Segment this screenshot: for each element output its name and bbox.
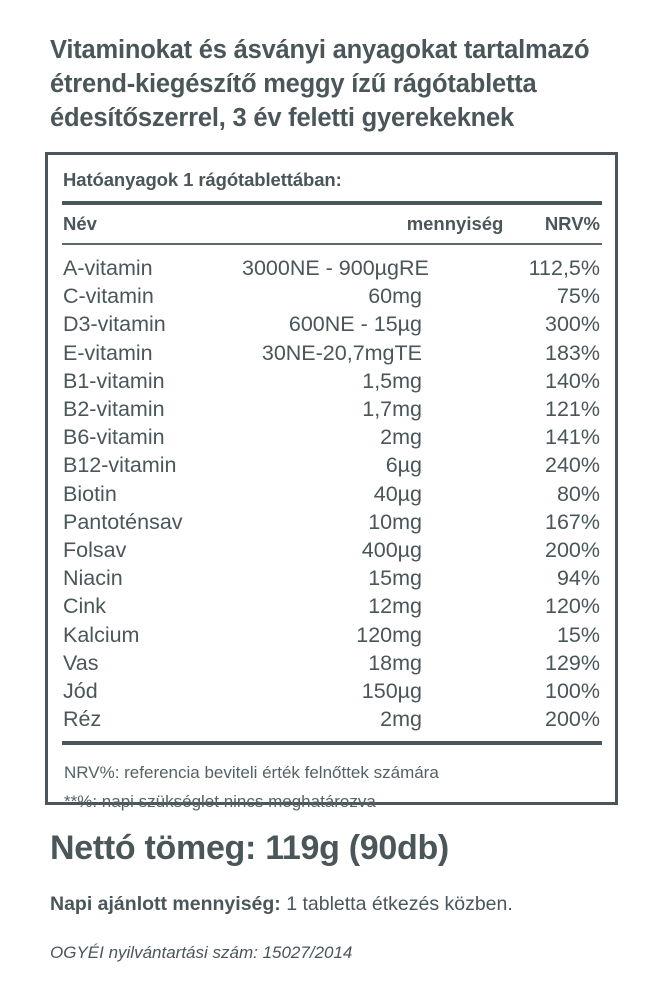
table-row	[62, 367, 602, 395]
column-header-nrv: NRV%	[544, 213, 600, 234]
table-row	[62, 649, 602, 677]
nutrient-name: Cink	[63, 594, 107, 619]
table-row	[62, 705, 602, 733]
nutrient-nrv: 112,5%	[528, 256, 600, 280]
column-header-amount: mennyiség	[406, 213, 504, 234]
daily-dose-label: Napi ajánlott mennyiség:	[50, 893, 281, 915]
nutrient-name: B1-vitamin	[63, 368, 165, 393]
bottom-info	[50, 827, 630, 964]
table-row	[62, 254, 602, 282]
table-row	[62, 451, 602, 479]
table-row	[62, 564, 602, 592]
nutrient-amount: 40µg	[373, 481, 422, 506]
table-row	[62, 423, 602, 451]
nutrient-amount: 15mg	[368, 566, 422, 591]
nutrient-name: D3-vitamin	[63, 312, 166, 337]
nutrient-nrv: 121%	[545, 397, 600, 422]
ingredients-panel-inner	[48, 155, 615, 816]
nutrient-name: Biotin	[63, 481, 117, 506]
nutrient-amount: 3000NE - 900µgRE	[242, 256, 429, 280]
table-row	[62, 536, 602, 564]
nutrient-name: Pantoténsav	[63, 509, 183, 534]
table-row	[62, 395, 602, 423]
spacer-cell	[62, 733, 602, 741]
nutrient-amount: 18mg	[368, 650, 422, 675]
spacer-cell	[62, 245, 602, 254]
nutrient-nrv: 200%	[545, 707, 600, 732]
nutrient-nrv: 15%	[556, 622, 600, 647]
nutrient-name: B12-vitamin	[63, 453, 177, 478]
ingredients-table-caption: Hatóanyagok 1 rágótablettában:	[63, 169, 342, 190]
footnotes	[62, 745, 602, 816]
daily-dose-value: 1 tabletta étkezés közben.	[280, 893, 513, 915]
nutrient-amount: 60mg	[368, 284, 422, 309]
nutrient-name: Vas	[63, 650, 99, 675]
rows-spacer-bottom	[62, 733, 602, 741]
nutrients-table	[62, 205, 602, 243]
nutrient-nrv: 141%	[545, 425, 600, 450]
nutrient-name: Jód	[63, 679, 98, 704]
nutrients-table-head	[62, 205, 602, 243]
nutrient-name: C-vitamin	[63, 284, 154, 309]
nutrient-name: B2-vitamin	[63, 397, 165, 422]
nutrient-name: A-vitamin	[63, 256, 153, 280]
nutrient-nrv: 240%	[545, 453, 600, 478]
nutrient-amount: 6µg	[385, 453, 422, 478]
column-header-name: Név	[63, 213, 97, 234]
footnote-no-rda: **%: napi szükséglet nincs meghatározva	[64, 792, 376, 812]
table-row	[62, 508, 602, 536]
nutrient-name: E-vitamin	[63, 340, 153, 365]
nutrient-amount: 2mg	[380, 425, 422, 450]
nutrient-amount: 1,5mg	[362, 368, 422, 393]
net-weight: Nettó tömeg: 119g (90db)	[50, 829, 449, 867]
nutrient-nrv: 300%	[545, 312, 600, 337]
nutrient-name: Réz	[63, 707, 102, 732]
registration-number: OGYÉI nyilvántartási szám: 15027/2014	[50, 943, 353, 962]
footnote-nrv: NRV%: referencia beviteli érték felnőttek számára	[64, 763, 439, 783]
nutrient-name: B6-vitamin	[63, 425, 165, 450]
nutrient-nrv: 80%	[556, 481, 600, 506]
nutrient-nrv: 75%	[556, 284, 600, 309]
nutrient-nrv: 100%	[545, 679, 600, 704]
product-title-line-2: étrend-kiegészítő meggy ízű rágótabletta	[50, 70, 537, 99]
daily-dose	[50, 869, 630, 917]
nutrients-table-body-wrapper	[62, 245, 602, 741]
nutrient-nrv: 183%	[545, 340, 600, 365]
nutrient-nrv: 200%	[545, 538, 600, 563]
table-row	[62, 339, 602, 367]
nutrient-nrv: 129%	[545, 650, 600, 675]
nutrient-nrv: 94%	[556, 566, 600, 591]
nutrient-amount: 400µg	[361, 538, 422, 563]
product-title-line-3: édesítőszerrel, 3 év feletti gyerekeknek	[50, 104, 515, 133]
nutrient-name: Niacin	[63, 566, 123, 591]
nutrient-amount: 600NE - 15µg	[288, 312, 422, 337]
nutrient-nrv: 167%	[545, 509, 600, 534]
product-title-line-1: Vitaminokat és ásványi anyagokat tartalmazó	[50, 36, 590, 64]
table-row	[62, 621, 602, 649]
rows-spacer-top	[62, 245, 602, 254]
table-row	[62, 677, 602, 705]
table-header-row	[62, 205, 602, 243]
nutrient-amount: 30NE-20,7mgTE	[261, 340, 422, 365]
nutrient-name: Folsav	[63, 538, 127, 563]
nutrients-table-body	[62, 245, 602, 741]
nutrient-amount: 120mg	[356, 622, 422, 647]
table-row	[62, 592, 602, 620]
table-row	[62, 480, 602, 508]
nutrient-amount: 150µg	[361, 679, 422, 704]
page-title	[0, 0, 666, 135]
nutrient-amount: 10mg	[368, 509, 422, 534]
nutrient-name: Kalcium	[63, 622, 140, 647]
ingredients-panel	[45, 152, 618, 812]
nutrient-nrv: 120%	[545, 594, 600, 619]
table-row	[62, 310, 602, 338]
nutrient-amount: 12mg	[368, 594, 422, 619]
nutrient-amount: 2mg	[380, 707, 422, 732]
table-row	[62, 282, 602, 310]
nutrient-amount: 1,7mg	[362, 397, 422, 422]
nutrient-nrv: 140%	[545, 368, 600, 393]
